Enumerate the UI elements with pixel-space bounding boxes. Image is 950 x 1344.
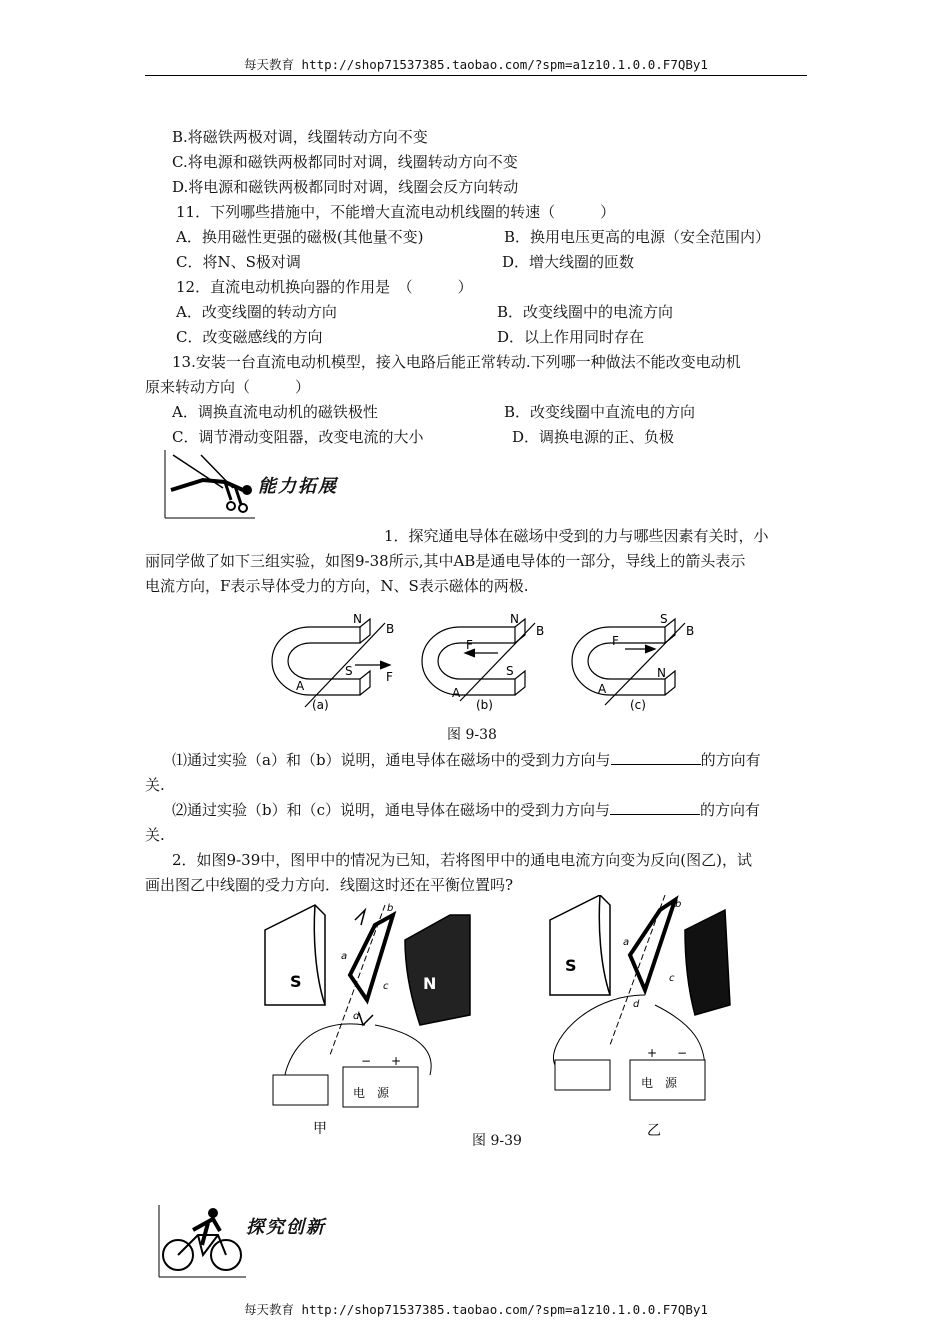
fig939-right-a: a — [623, 937, 630, 948]
p1-q1: ⑴通过实验（a）和（b）说明，通电导体在磁场中的受到力方向与 的方向有 — [172, 751, 761, 769]
q13-stem-line2: 原来转动方向（ ） — [145, 378, 311, 396]
fig-b-S: S — [506, 664, 514, 678]
fig939-left-label: 甲 — [313, 1121, 327, 1137]
p1-q1-end: 关. — [145, 776, 165, 794]
fig-b-N: N — [510, 612, 519, 626]
fig-a-B: B — [386, 622, 395, 636]
q11-option-c: C．将N、S极对调 — [176, 253, 301, 271]
fig939-left-S: S — [290, 972, 302, 991]
fig939-right-plus: + — [647, 1046, 658, 1060]
q12-option-b: B．改变线圈中的电流方向 — [497, 303, 674, 321]
page-footer: 每天教育 http://shop71537385.taobao.com/?spm=a1z10.1.0.0.F7QBy1 — [244, 1302, 708, 1317]
page-header: 每天教育 http://shop71537385.taobao.com/?spm=a1z10.1.0.0.F7QBy1 — [145, 55, 807, 76]
figure-9-39-caption: 图 9-39 — [472, 1133, 522, 1149]
fig-c-S: S — [660, 612, 668, 626]
q11-option-a: A．换用磁性更强的磁极(其他量不变) — [176, 228, 424, 246]
figure-9-39-right — [550, 895, 730, 1015]
fig939-left-power: 电 源 — [353, 1086, 390, 1100]
fig-b-B: B — [536, 624, 545, 638]
answer-blank-2[interactable] — [610, 800, 700, 815]
fig-c-A: A — [598, 682, 607, 696]
figure-9-39-left — [265, 905, 470, 1025]
fig-c-B: B — [686, 624, 695, 638]
p1-line1: 1．探究通电导体在磁场中受到的力与哪些因素有关时，小 — [384, 527, 769, 545]
q12-option-a: A．改变线圈的转动方向 — [176, 303, 337, 321]
p1-q2-end: 关. — [145, 826, 165, 844]
fig939-left-d: d — [353, 1011, 360, 1022]
fig939-right-S: S — [565, 956, 577, 975]
fig939-left-N: N — [423, 974, 437, 993]
q10-option-b: B.将磁铁两极对调，线圈转动方向不变 — [172, 128, 428, 146]
q12-option-c: C．改变磁感线的方向 — [176, 328, 323, 346]
fig939-right-minus: − — [677, 1046, 688, 1060]
fig-a-F: F — [386, 670, 393, 684]
fig939-right-label: 乙 — [647, 1123, 661, 1139]
fig939-right-power: 电 源 — [641, 1076, 678, 1090]
q12-option-d: D．以上作用同时存在 — [497, 328, 645, 346]
fig-a-label: (a) — [312, 698, 329, 712]
fig-b-label: (b) — [476, 698, 493, 712]
cyclist-icon — [158, 1205, 248, 1280]
fig-a-S: S — [345, 664, 353, 678]
fig939-left-plus: + — [391, 1054, 402, 1068]
q11-option-d: D．增大线圈的匝数 — [502, 253, 635, 271]
fig-b-F: F — [466, 638, 473, 652]
fig939-right-c: c — [669, 973, 675, 984]
p2-line1: 2．如图9-39中，图甲中的情况为已知，若将图甲中的通电电流方向变为反向(图乙)，试 — [172, 851, 752, 869]
fig939-right-b: b — [675, 899, 682, 910]
gymnast-icon — [163, 450, 258, 520]
fig939-left-a: a — [341, 951, 348, 962]
fig939-left-b: b — [387, 903, 394, 914]
fig939-left-c: c — [383, 981, 389, 992]
q13-option-d: D．调换电源的正、负极 — [512, 428, 675, 446]
figure-9-38-c — [572, 619, 685, 705]
figure-9-38-b — [422, 619, 535, 701]
figure-9-38 — [250, 605, 710, 717]
section-title-exploration-innovation: 探究创新 — [246, 1217, 326, 1238]
fig939-right-d: d — [633, 999, 640, 1010]
fig-c-label: (c) — [630, 698, 646, 712]
fig939-left-minus: − — [361, 1054, 372, 1068]
q13-option-c: C．调节滑动变阻器，改变电流的大小 — [172, 428, 424, 446]
q11-option-b: B．换用电压更高的电源（安全范围内） — [504, 228, 771, 246]
section-title-ability-extension: 能力拓展 — [258, 476, 338, 497]
p1-q2: ⑵通过实验（b）和（c）说明，通电导体在磁场中的受到力方向与 的方向有 — [172, 801, 761, 819]
p1-line3: 电流方向，F表示导体受力的方向，N、S表示磁体的两极. — [145, 577, 529, 595]
answer-blank-1[interactable] — [611, 750, 701, 765]
fig-c-F: F — [612, 634, 619, 648]
q12-stem: 12．直流电动机换向器的作用是 （ ） — [176, 278, 473, 296]
figure-9-39 — [255, 895, 755, 1155]
fig-c-N: N — [657, 666, 666, 680]
figure-9-38-caption: 图 9-38 — [447, 727, 497, 743]
q11-stem: 11．下列哪些措施中，不能增大直流电动机线圈的转速（ ） — [176, 203, 616, 221]
q13-option-b: B．改变线圈中直流电的方向 — [504, 403, 696, 421]
fig-a-N: N — [353, 612, 362, 626]
fig-b-A: A — [452, 686, 461, 700]
figure-9-38-a — [272, 619, 390, 707]
q13-stem-line1: 13.安装一台直流电动机模型，接入电路后能正常转动.下列哪一种做法不能改变电动机 — [172, 353, 741, 371]
p2-line2: 画出图乙中线圈的受力方向．线圈这时还在平衡位置吗? — [145, 876, 514, 894]
q10-option-d: D.将电源和磁铁两极都同时对调，线圈会反方向转动 — [172, 178, 519, 196]
q10-option-c: C.将电源和磁铁两极都同时对调，线圈转动方向不变 — [172, 153, 518, 171]
fig-a-A: A — [296, 679, 305, 693]
q13-option-a: A．调换直流电动机的磁铁极性 — [172, 403, 378, 421]
p1-line2: 丽同学做了如下三组实验，如图9-38所示,其中AB是通电导体的一部分，导线上的箭头表示 — [145, 552, 746, 570]
